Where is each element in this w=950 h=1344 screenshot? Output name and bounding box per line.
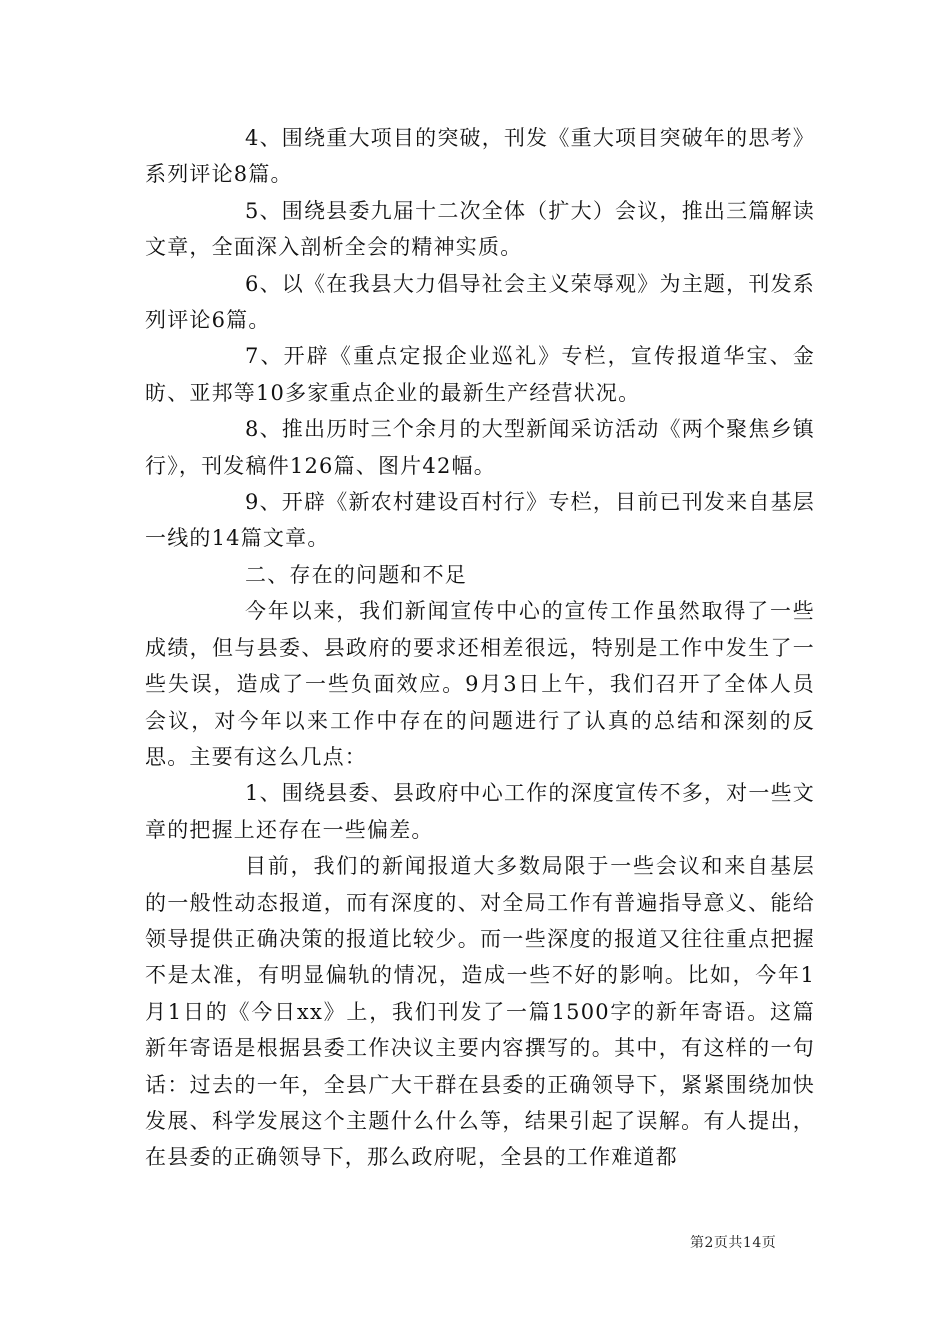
- body-paragraph-intro: 今年以来，我们新闻宣传中心的宣传工作虽然取得了一些成绩，但与县委、县政府的要求还相差很远，特别是工作中发生了一些失误，造成了一些负面效应。9月3日上午，我们召开了全体人员会议，对今年以来工作中存在的问题进行了认真的总结和深刻的反思。主要有这么几点：: [145, 599, 815, 769]
- body-paragraph-detail: 目前，我们的新闻报道大多数局限于一些会议和来自基层的一般性动态报道，而有深度的、对全局工作有普遍指导意义、能给领导提供正确决策的报道比较少。而一些深度的报道又往往重点把握不是太准，有明显偏轨的情况，造成一些不好的影响。比如，今年1月1日的《今日xx》上，我们刊发了一篇1500字的新年寄语。这篇新年寄语是根据县委工作决议主要内容撰写的。其中，有这样的一句话：过去的一年，全县广大干群在县委的正确领导下，紧紧围绕加快发展、科学发展这个主题什么什么等，结果引起了误解。有人提出，在县委的正确领导下，那么政府呢，全县的工作难道都: [145, 854, 815, 1170]
- problem-item-1: 1、围绕县委、县政府中心工作的深度宣传不多，对一些文章的把握上还存在一些偏差。: [145, 781, 815, 842]
- list-item-4: 4、围绕重大项目的突破，刊发《重大项目突破年的思考》系列评论8篇。: [145, 126, 815, 187]
- list-item-7: 7、开辟《重点定报企业巡礼》专栏，宣传报道华宝、金昉、亚邦等10多家重点企业的最新生产经营状况。: [145, 344, 815, 405]
- document-body: [145, 120, 815, 1176]
- list-item-6: 6、以《在我县大力倡导社会主义荣辱观》为主题，刊发系列评论6篇。: [145, 271, 815, 333]
- section-heading: 二、存在的问题和不足: [245, 562, 467, 587]
- list-item-9: 9、开辟《新农村建设百村行》专栏，目前已刊发来自基层一线的14篇文章。: [145, 490, 815, 551]
- list-item-8: 8、推出历时三个余月的大型新闻采访活动《两个聚焦乡镇行》，刊发稿件126篇、图片42幅。: [145, 417, 815, 478]
- page-number-footer: 第2页共14页: [690, 1235, 777, 1251]
- list-item-5: 5、围绕县委九届十二次全体（扩大）会议，推出三篇解读文章，全面深入剖析全会的精神实质。: [145, 198, 815, 260]
